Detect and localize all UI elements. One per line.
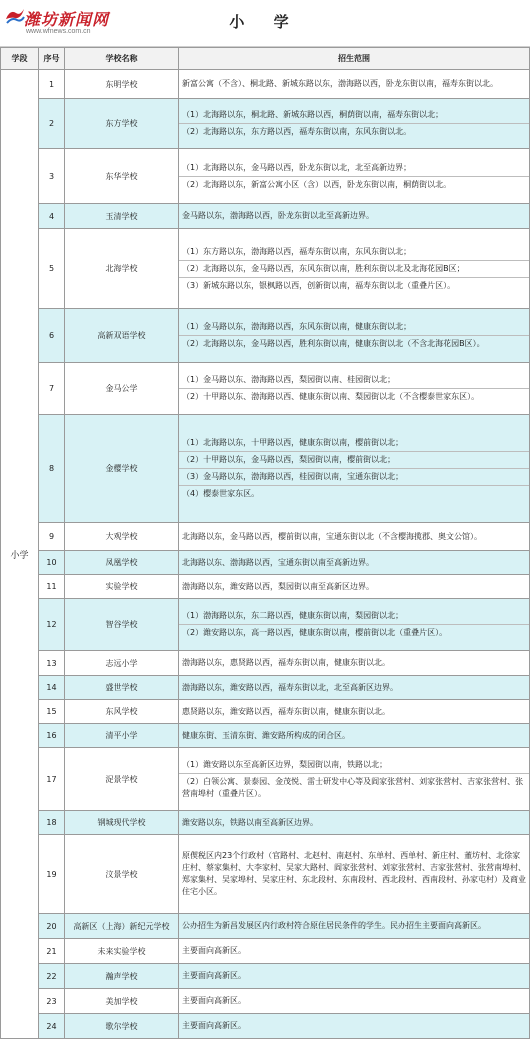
enrollment-range [179,523,530,551]
table-row [1,149,530,204]
row-number: 13 [39,651,65,676]
row-number: 18 [39,811,65,835]
range-segment: （1）潍安路以东至高新区边界，梨园街以南，铁路以北； [182,759,388,769]
range-segment: （2）北海路以东，东方路以西，福寿东街以南，东风东街以北。 [179,123,529,140]
school-name: 玉清学校 [65,204,179,229]
stage-cell: 小学 [1,70,39,1039]
enrollment-range [179,964,530,989]
row-number: 11 [39,575,65,599]
range-segment: （1）北海路以东，十甲路以西，健康东街以南，樱前街以北； [182,438,404,447]
table-row [1,309,530,363]
column-header-no: 序号 [39,48,65,70]
school-name: 北海学校 [65,229,179,309]
enrollment-range [179,811,530,835]
range-segment: 公办招生为新昌发展区内行政村符合原住居民条件的学生。民办招生主要面向高新区。 [182,921,486,930]
range-segment: 惠贤路以东，潍安路以西，福寿东街以南，健康东街以北。 [182,706,390,716]
row-number: 3 [39,149,65,204]
table-header-row [1,48,530,70]
column-header-range: 招生范围 [179,48,530,70]
table-row [1,415,530,523]
row-number: 21 [39,939,65,964]
range-segment: 原偰税区内23个行政村（官路村、北赵村、南赵村、东单村、西单村、新庄村、董坊村、北徐家庄村、蔡家集村、大李家村、吴家大路村、阎家张营村、刘家张营村、吉家张营村、张营南埠村、郑家集村、吴家埠村、吴家庄村、东北段村、东南段村、西北段村、西南段村、孙家屯村）及商业住宅小区。 [182,851,526,896]
range-segment: 主要面向高新区。 [182,946,246,955]
range-segment: 金马路以东，渤海路以西，卧龙东街以北至高新边界。 [182,211,374,220]
range-segment: 主要面向高新区。 [182,996,246,1005]
range-segment: （2）十甲路以东，金马路以西，梨园街以南，樱前街以北； [179,451,529,468]
table-row [1,724,530,748]
school-name: 盛世学校 [65,676,179,700]
range-segment: （1）北海路以东，桐北路、新城东路以西，桐荫街以南，福寿东街以北； [182,110,444,119]
range-segment: 渤海路以东，潍安路以西，梨园街以南至高新区边界。 [182,581,374,591]
table-row [1,835,530,914]
row-number: 16 [39,724,65,748]
range-segment: （4）樱泰世家东区。 [179,485,529,502]
school-name: 金马公学 [65,363,179,415]
logo-url: www.wfnews.com.cn [26,28,91,35]
table-row [1,99,530,149]
school-name: 实验学校 [65,575,179,599]
row-number: 2 [39,99,65,149]
range-segment: （1）金马路以东、渤海路以西，梨园街以南、桂园街以北； [182,375,396,384]
range-segment: （2）北海路以东，新富公寓小区（含）以西，卧龙东街以南，桐荫街以北。 [179,176,529,193]
table-row [1,748,530,811]
school-name: 美加学校 [65,989,179,1014]
enrollment-range [179,363,530,415]
enrollment-range [179,676,530,700]
school-name: 东风学校 [65,700,179,724]
range-segment: （2）白领公寓、景泰园、金茂悦、雷士研发中心等及阎家张营村、刘家张营村、吉家张营村、张营南埠村（重叠片区）。 [179,773,529,802]
range-segment: 潍安路以东，铁路以南至高新区边界。 [182,817,318,827]
school-name: 钢城现代学校 [65,811,179,835]
enrollment-range [179,551,530,575]
school-name: 高新双语学校 [65,309,179,363]
enrollment-range [179,1014,530,1039]
table-row [1,575,530,599]
range-segment: 渤海路以东，惠贤路以西，福寿东街以南，健康东街以北。 [182,658,390,667]
range-segment: 主要面向高新区。 [182,1021,246,1030]
range-segment: （2）北海路以东，金马路以西，东风东街以南，胜利东街以北及北海花园B区； [179,260,529,277]
school-name: 智谷学校 [65,599,179,651]
row-number: 23 [39,989,65,1014]
enrollment-range [179,939,530,964]
school-name: 凤凰学校 [65,551,179,575]
enrollment-range [179,748,530,811]
range-segment: 健康东街、玉清东街、潍安路所构成的闭合区。 [182,730,350,740]
enrollment-range [179,575,530,599]
page-title: 小 学 [229,13,301,31]
table-row [1,70,530,99]
school-name: 金樱学校 [65,415,179,523]
table-row [1,204,530,229]
range-segment: （2）潍安路以东，高一路以西，健康东街以南，樱前街以北（重叠片区）。 [179,624,529,641]
row-number: 7 [39,363,65,415]
school-name: 歌尔学校 [65,1014,179,1039]
school-name: 清平小学 [65,724,179,748]
row-number: 9 [39,523,65,551]
table-row [1,989,530,1014]
enrollment-range [179,229,530,309]
table-row [1,964,530,989]
enrollment-range [179,724,530,748]
table-row [1,700,530,724]
table-row [1,523,530,551]
school-name: 东明学校 [65,70,179,99]
range-segment: 北海路以东、渤海路以西，宝通东街以南至高新边界。 [182,557,374,567]
range-segment: （1）渤海路以东，东二路以西，健康东街以南，梨园街以北； [182,611,404,620]
range-segment: 北海路以东，金马路以西，樱前街以南，宝通东街以北（不含樱海揽郡、奥文公馆）。 [182,531,482,541]
enrollment-range [179,914,530,939]
range-segment: 新富公寓（不含）、桐北路、新城东路以东，渤海路以西，卧龙东街以南，福寿东街以北。 [182,79,498,88]
row-number: 8 [39,415,65,523]
school-name: 志远小学 [65,651,179,676]
enrollment-range [179,989,530,1014]
school-name: 浞景学校 [65,748,179,811]
enrollment-range [179,309,530,363]
school-name: 东华学校 [65,149,179,204]
school-name: 高新区（上海）新纪元学校 [65,914,179,939]
row-number: 20 [39,914,65,939]
row-number: 12 [39,599,65,651]
table-body [1,70,530,1039]
range-segment: （1）北海路以东，金马路以西，卧龙东街以北，北至高新边界； [182,162,412,172]
table-row [1,676,530,700]
enrollment-range [179,651,530,676]
logo-text: 潍坊新闻网 [24,10,110,29]
enrollment-range [179,835,530,914]
range-segment: 渤海路以东，潍安路以西，福寿东街以北，北至高新区边界。 [182,682,398,692]
row-number: 22 [39,964,65,989]
row-number: 15 [39,700,65,724]
range-segment: （3）新城东路以东，银枫路以西，创新街以南，福寿东街以北（重叠片区）。 [179,277,529,294]
enrollment-range [179,99,530,149]
enrollment-range [179,149,530,204]
enrollment-range [179,415,530,523]
table-row [1,229,530,309]
table-row [1,551,530,575]
table-row [1,599,530,651]
enrollment-range [179,700,530,724]
table-row [1,811,530,835]
school-name: 汶景学校 [65,835,179,914]
row-number: 19 [39,835,65,914]
range-segment: （2）北海路以东，金马路以西，胜利东街以南，健康东街以北（不含北海花园B区）。 [179,335,529,352]
school-name: 瀚声学校 [65,964,179,989]
table-row [1,651,530,676]
enrollment-range [179,70,530,99]
table-row [1,1014,530,1039]
range-segment: （3）金马路以东，渤海路以西，桂园街以南，宝通东街以北； [179,468,529,485]
enrollment-range [179,204,530,229]
range-segment: 主要面向高新区。 [182,971,246,980]
row-number: 6 [39,309,65,363]
enrollment-table [0,47,530,1039]
column-header-school: 学校名称 [65,48,179,70]
row-number: 1 [39,70,65,99]
table-row [1,939,530,964]
enrollment-range [179,599,530,651]
school-name: 大观学校 [65,523,179,551]
column-header-stage: 学段 [1,48,39,70]
row-number: 4 [39,204,65,229]
page-header [0,0,530,47]
school-name: 未来实验学校 [65,939,179,964]
row-number: 10 [39,551,65,575]
table-row [1,914,530,939]
table-row [1,363,530,415]
range-segment: （1）东方路以东，渤海路以西，福寿东街以南，东风东街以北； [182,246,412,256]
range-segment: （1）金马路以东，渤海路以西，东风东街以南，健康东街以北； [182,322,412,331]
row-number: 14 [39,676,65,700]
row-number: 24 [39,1014,65,1039]
range-segment: （2）十甲路以东、渤海路以西、健康东街以南、梨园街以北（不含樱泰世家东区）。 [179,388,529,405]
row-number: 17 [39,748,65,811]
school-name: 东方学校 [65,99,179,149]
row-number: 5 [39,229,65,309]
